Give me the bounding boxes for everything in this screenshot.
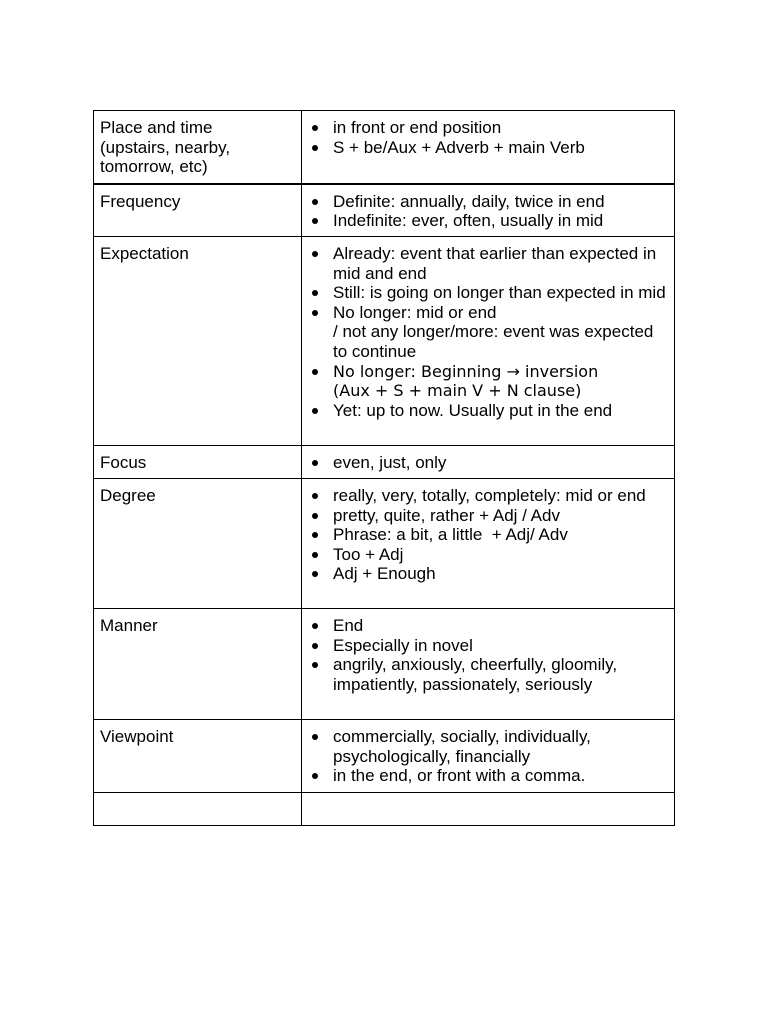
bullet-icon (312, 290, 318, 296)
note-text: Definite: annually, daily, twice in end (333, 191, 605, 211)
note-text: in front or end position (333, 118, 502, 137)
notes-list (308, 453, 668, 473)
bullet-icon (312, 310, 318, 316)
list-item (308, 303, 668, 362)
adverb-type-cell (94, 184, 302, 237)
bullet-icon (312, 513, 318, 519)
bullet-icon (312, 623, 318, 629)
list-item (308, 486, 668, 506)
notes-cell (302, 479, 675, 609)
list-item (308, 401, 668, 421)
note-text: S + be/Aux + Adverb + main Verb (333, 137, 585, 157)
adverb-types-table (93, 110, 675, 826)
bullet-icon (312, 532, 318, 538)
note-text: No longer: Beginning → inversion (Aux + S + main V + N clause) (333, 361, 599, 401)
notes-cell (302, 111, 675, 184)
note-text: in the end, or front with a comma. (333, 766, 586, 786)
notes-cell (302, 237, 675, 446)
list-item (308, 118, 668, 138)
list-item (308, 545, 668, 565)
notes-list (308, 118, 668, 157)
notes-cell (302, 184, 675, 237)
notes-list (308, 727, 668, 786)
bullet-icon (312, 773, 318, 779)
list-item (308, 727, 668, 766)
list-item (308, 616, 668, 636)
notes-cell (302, 793, 675, 826)
bullet-icon (312, 571, 318, 577)
adverb-type-cell (94, 111, 302, 184)
bullet-icon (312, 218, 318, 224)
table-row-viewpoint (94, 720, 675, 793)
note-text: Indefinite: ever, often, usually in mid (333, 211, 604, 231)
list-item (308, 636, 668, 656)
adverb-type-cell (94, 479, 302, 609)
list-item (308, 506, 668, 526)
bullet-icon (312, 369, 318, 375)
list-item (308, 655, 668, 694)
bullet-icon (312, 493, 318, 499)
list-item (308, 564, 668, 584)
list-item (308, 244, 668, 283)
note-text: Yet: up to now. Usually put in the end (333, 400, 613, 420)
adverb-type-label: Manner (100, 616, 158, 635)
table-row-empty (94, 793, 675, 826)
adverb-type-cell (94, 237, 302, 446)
notes-cell (302, 609, 675, 720)
note-text: Especially in novel (333, 635, 473, 655)
notes-list (308, 486, 668, 584)
note-text: really, very, totally, completely: mid or end (333, 486, 646, 505)
note-text: Phrase: a bit, a little + Adj/ Adv (333, 525, 568, 545)
adverb-type-label: Degree (100, 486, 156, 505)
bullet-icon (312, 552, 318, 558)
note-text: Already: event that earlier than expected in mid and end (333, 244, 657, 283)
list-item (308, 283, 668, 303)
note-text: No longer: mid or end / not any longer/more: event was expected to continue (333, 302, 654, 361)
bullet-icon (312, 734, 318, 740)
list-item (308, 766, 668, 786)
adverb-type-label: Place and time (upstairs, nearby, tomorrow, etc) (100, 118, 231, 177)
list-item (308, 453, 668, 473)
bullet-icon (312, 145, 318, 151)
bullet-icon (312, 643, 318, 649)
note-text: Adj + Enough (333, 564, 436, 584)
list-item (308, 525, 668, 545)
list-item (308, 362, 668, 401)
table-row-frequency (94, 184, 675, 237)
note-text: Still: is going on longer than expected in mid (333, 283, 666, 303)
bullet-icon (312, 408, 318, 414)
note-text: angrily, anxiously, cheerfully, gloomily, impatiently, passionately, seriously (333, 655, 618, 694)
note-text: pretty, quite, rather + Adj / Adv (333, 505, 560, 525)
adverb-type-label: Focus (100, 453, 147, 472)
list-item (308, 192, 668, 212)
adverb-type-label: Expectation (100, 244, 189, 263)
bullet-icon (312, 199, 318, 205)
adverb-type-label: Viewpoint (100, 727, 174, 746)
notes-list (308, 192, 668, 231)
table-row-degree (94, 479, 675, 609)
note-text: Too + Adj (333, 544, 404, 564)
table-row-manner (94, 609, 675, 720)
notes-cell (302, 720, 675, 793)
table-row-focus (94, 446, 675, 479)
table-row-expectation (94, 237, 675, 446)
adverb-type-cell (94, 446, 302, 479)
bullet-icon (312, 662, 318, 668)
table-row-place-and-time (94, 111, 675, 184)
bullet-icon (312, 251, 318, 257)
bullet-icon (312, 460, 318, 466)
adverb-type-cell (94, 793, 302, 826)
list-item (308, 211, 668, 231)
note-text: even, just, only (333, 453, 447, 472)
adverb-type-label: Frequency (100, 191, 181, 211)
notes-cell (302, 446, 675, 479)
bullet-icon (312, 125, 318, 131)
notes-list (308, 244, 668, 420)
notes-list (308, 616, 668, 694)
adverb-type-cell (94, 609, 302, 720)
adverb-type-cell (94, 720, 302, 793)
note-text: commercially, socially, individually, psychologically, financially (333, 727, 591, 766)
list-item (308, 138, 668, 158)
note-text: End (333, 616, 364, 635)
